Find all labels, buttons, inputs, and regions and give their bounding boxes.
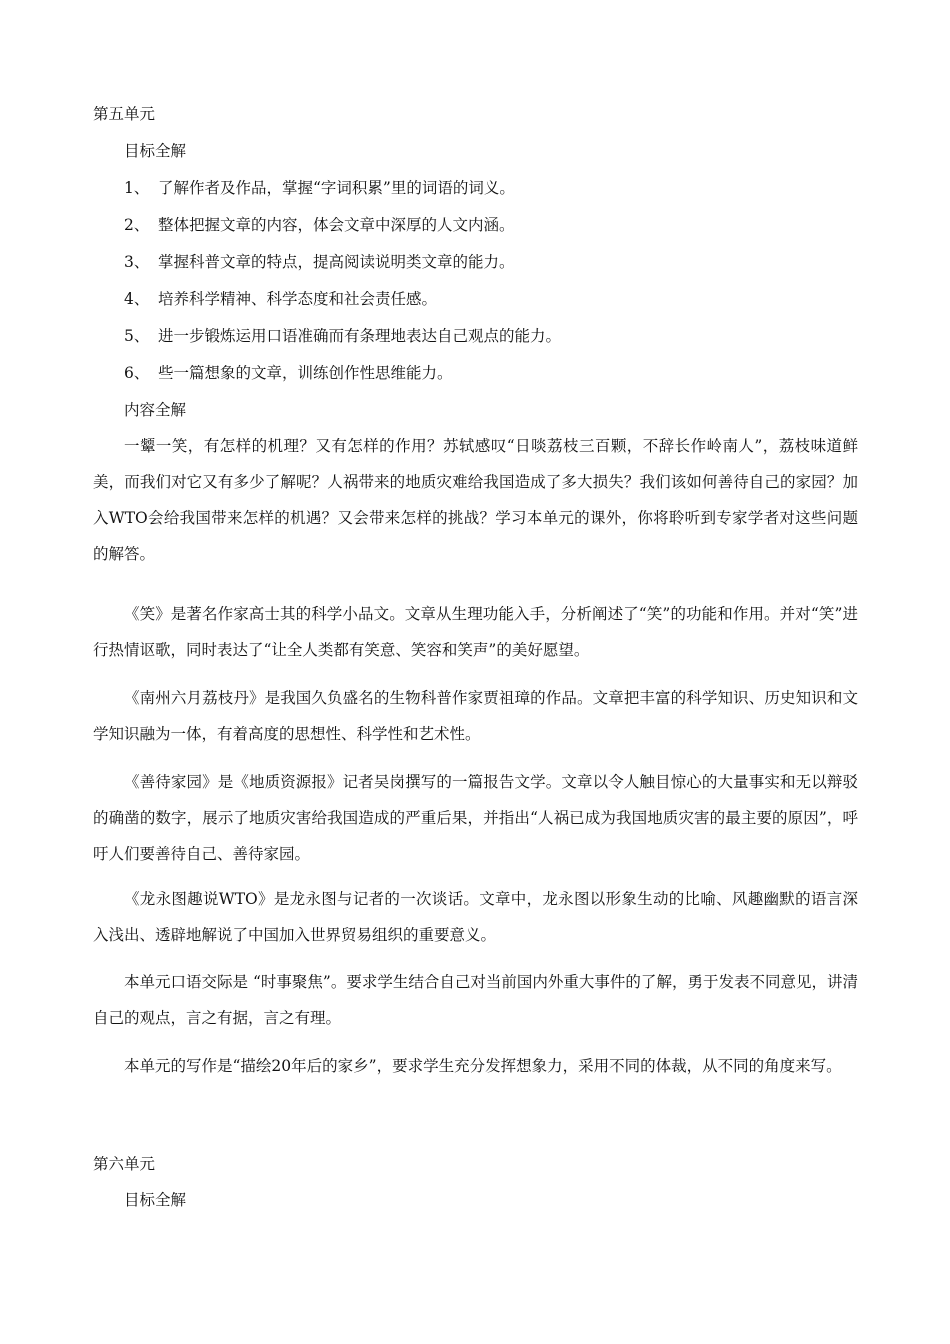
goal-item-5 <box>124 326 561 346</box>
content-paragraph-1: 一颦一笑，有怎样的机理？又有怎样的作用？苏轼感叹“日啖荔枝三百颗，不辞长作岭南人”，荔枝味道鲜美，而我们对它又有多少了解呢？人祸带来的地质灾难给我国造成了多大损失？我们该如何善待自己的家园？加入WTO会给我国带来怎样的机遇？又会带来怎样的挑战？学习本单元的课外，你将聆听到专家学者对这些问题的解答。 <box>93 437 858 563</box>
goal-number: 3、 <box>124 253 150 271</box>
content-paragraph-5: 《龙永图趣说WTO》是龙永图与记者的一次谈话。文章中，龙永图以形象生动的比喻、风趣幽默的语言深入浅出、透辟地解说了中国加入世界贸易组织的重要意义。 <box>93 890 858 944</box>
unit5-content-heading: 内容全解 <box>124 401 187 419</box>
goal-item-6 <box>124 363 453 383</box>
goal-text: 掌握科普文章的特点，提高阅读说明类文章的能力。 <box>158 253 515 271</box>
goal-item-4 <box>124 289 437 309</box>
goal-text: 进一步锻炼运用口语准确而有条理地表达自己观点的能力。 <box>158 327 562 345</box>
goal-text: 了解作者及作品，掌握“字词积累”里的词语的词义。 <box>158 179 515 197</box>
goal-number: 5、 <box>124 327 150 345</box>
content-paragraph-7: 本单元的写作是“描绘20年后的家乡”，要求学生充分发挥想象力，采用不同的体裁，从不同的角度来写。 <box>124 1057 842 1075</box>
goal-text: 培养科学精神、科学态度和社会责任感。 <box>158 290 438 308</box>
goal-number: 2、 <box>124 216 150 234</box>
content-paragraph-4: 《善待家园》是《地质资源报》记者吴岗撰写的一篇报告文学。文章以令人触目惊心的大量事实和无以辩驳的确凿的数字，展示了地质灾害给我国造成的严重后果，并指出“人祸已成为我国地质灾害的最主要的原因”，呼吁人们要善待自己、善待家园。 <box>93 773 858 863</box>
unit6-goals-heading: 目标全解 <box>124 1191 187 1209</box>
goal-number: 4、 <box>124 290 150 308</box>
goal-text: 些一篇想象的文章，训练创作性思维能力。 <box>158 364 453 382</box>
content-paragraph-6: 本单元口语交际是 “时事聚焦”。要求学生结合自己对当前国内外重大事件的了解，勇于发表不同意见，讲清自己的观点，言之有据，言之有理。 <box>93 973 858 1027</box>
goal-item-2 <box>124 215 515 235</box>
unit5-title: 第五单元 <box>93 105 156 123</box>
goal-item-1 <box>124 178 515 198</box>
goal-item-3 <box>124 252 515 272</box>
goal-text: 整体把握文章的内容，体会文章中深厚的人文内涵。 <box>158 216 515 234</box>
unit5-goals-heading: 目标全解 <box>124 142 187 160</box>
content-paragraph-2: 《笑》是著名作家高士其的科学小品文。文章从生理功能入手，分析阐述了“笑”的功能和作用。并对“笑”进行热情讴歌，同时表达了“让全人类都有笑意、笑容和笑声”的美好愿望。 <box>93 605 858 659</box>
content-paragraph-3: 《南州六月荔枝丹》是我国久负盛名的生物科普作家贾祖璋的作品。文章把丰富的科学知识、历史知识和文学知识融为一体，有着高度的思想性、科学性和艺术性。 <box>93 689 858 743</box>
goal-number: 1、 <box>124 179 150 197</box>
unit6-title: 第六单元 <box>93 1155 156 1173</box>
goal-number: 6、 <box>124 364 150 382</box>
